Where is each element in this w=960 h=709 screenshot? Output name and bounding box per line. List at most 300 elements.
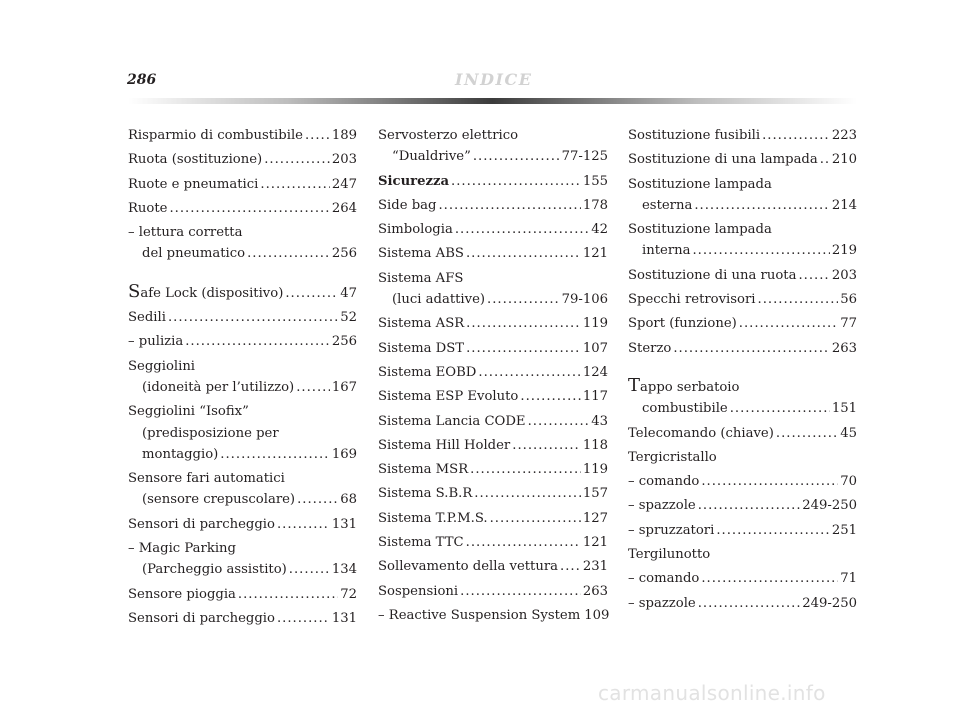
entry-label: – Magic Parking	[128, 541, 236, 557]
entry-label: – spazzole	[628, 498, 696, 514]
entry-text	[142, 243, 245, 264]
index-entry	[628, 265, 857, 286]
index-line	[378, 219, 608, 240]
index-line	[128, 584, 357, 605]
entry-text	[128, 514, 275, 535]
dot-leader	[466, 243, 581, 264]
entry-label: Simbologia	[378, 222, 453, 238]
entry-text	[142, 559, 287, 580]
page-reference: 231	[582, 559, 608, 575]
page-reference: 178	[582, 197, 608, 213]
entry-text	[392, 146, 471, 167]
entry-label: Specchi retrovisori	[628, 292, 756, 308]
index-line	[128, 198, 357, 219]
index-line	[128, 307, 357, 328]
entry-label: Sistema DST	[378, 340, 465, 356]
entry-label: Sicurezza	[378, 173, 450, 189]
index-line	[128, 444, 357, 465]
index-line	[128, 356, 357, 377]
entry-text	[378, 411, 526, 432]
dot-leader	[698, 495, 800, 516]
index-entry	[128, 514, 357, 535]
index-entry	[378, 556, 608, 577]
entry-label: Tergilunotto	[628, 547, 711, 563]
index-entry	[628, 338, 857, 359]
dot-leader	[474, 483, 581, 504]
index-line	[378, 268, 608, 289]
entry-text	[628, 495, 696, 516]
entry-label: Sistema Hill Holder	[378, 437, 511, 453]
entry-text	[642, 240, 690, 261]
entry-text	[378, 605, 580, 626]
page-reference: 77	[840, 316, 857, 332]
entry-text	[378, 508, 488, 529]
page-reference: 43	[591, 413, 608, 429]
entry-label: Sospensioni	[378, 583, 459, 599]
entry-label: Risparmio di combustibile	[128, 128, 303, 143]
index-line	[128, 125, 357, 146]
dot-leader	[260, 174, 329, 195]
entry-text	[628, 338, 671, 359]
entry-label: Sistema Lancia CODE	[378, 413, 526, 429]
index-entry	[628, 125, 857, 146]
dot-leader	[694, 195, 829, 216]
entry-label: del pneumatico	[142, 246, 246, 262]
page-reference: 151	[831, 401, 857, 417]
dot-leader	[277, 608, 330, 629]
index-entry	[628, 544, 857, 565]
entry-label: Sistema MSR	[378, 462, 469, 478]
entry-text	[378, 195, 436, 216]
dot-leader	[247, 243, 330, 264]
entry-text	[378, 435, 510, 456]
entry-label: Ruote	[128, 200, 168, 216]
entry-label: – comando	[628, 474, 700, 490]
entry-text	[378, 125, 518, 146]
entry-label: Sostituzione fusibili	[628, 128, 761, 143]
entry-text	[142, 489, 295, 510]
index-line	[378, 289, 608, 310]
page-reference: 68	[340, 492, 357, 508]
page-reference: 219	[831, 243, 857, 259]
entry-text	[128, 468, 285, 489]
dot-leader	[528, 411, 590, 432]
index-entry	[628, 289, 857, 310]
page-reference: 263	[582, 583, 608, 599]
index-line	[628, 495, 857, 516]
dot-leader	[758, 289, 839, 310]
index-entry	[128, 149, 357, 170]
page-reference: 131	[331, 516, 357, 532]
page-reference: 256	[331, 334, 357, 350]
entry-label: montaggio)	[142, 446, 219, 462]
index-entry	[128, 125, 357, 146]
entry-text	[378, 243, 464, 264]
entry-label: Sostituzione lampada	[628, 222, 772, 238]
index-line	[378, 243, 608, 264]
index-entry	[628, 219, 857, 262]
entry-label: Sterzo	[628, 340, 672, 356]
entry-label: Sistema ESP Evoluto	[378, 389, 519, 405]
index-entry	[378, 435, 608, 456]
entry-text	[628, 174, 772, 195]
page-title: INDICE	[455, 70, 533, 89]
index-line	[128, 281, 357, 304]
dot-leader	[305, 125, 330, 146]
entry-label: Sistema EOBD	[378, 364, 477, 380]
index-line	[378, 125, 608, 146]
dot-leader	[701, 568, 838, 589]
index-entry	[628, 568, 857, 589]
dot-leader	[692, 240, 829, 261]
index-entry	[378, 386, 608, 407]
dot-leader	[451, 171, 581, 192]
entry-text	[128, 356, 195, 377]
index-line	[628, 520, 857, 541]
entry-text	[378, 386, 518, 407]
page-number: 286	[127, 72, 157, 88]
index-line	[628, 423, 857, 444]
index-line	[628, 149, 857, 170]
index-line	[128, 243, 357, 264]
index-line	[378, 338, 608, 359]
index-entry	[378, 195, 608, 216]
index-entry	[378, 581, 608, 602]
entry-text	[392, 289, 485, 310]
entry-text	[628, 125, 760, 146]
entry-text	[628, 568, 699, 589]
index-entry	[128, 331, 357, 352]
page-reference: 203	[331, 152, 357, 168]
entry-label: – spazzole	[628, 595, 696, 611]
index-line	[128, 468, 357, 489]
page-reference: 169	[331, 446, 357, 462]
entry-label: “Dualdrive”	[392, 149, 471, 165]
index-entry	[378, 411, 608, 432]
entry-text	[628, 289, 756, 310]
entry-label: Sensori di parcheggio	[128, 516, 275, 532]
page-reference: 117	[582, 389, 608, 405]
index-entry	[378, 219, 608, 240]
index-line	[128, 608, 357, 629]
entry-text	[128, 281, 283, 304]
entry-label: Seggiolini	[128, 358, 196, 374]
entry-label: (sensore crepuscolare)	[142, 492, 296, 508]
index-entry	[128, 401, 357, 465]
index-line	[628, 593, 857, 614]
index-line	[128, 423, 357, 444]
index-line	[378, 195, 608, 216]
entry-text	[628, 520, 714, 541]
index-entry	[628, 447, 857, 468]
page-reference: 79-106	[561, 292, 608, 308]
index-entry	[628, 471, 857, 492]
index-line	[628, 375, 857, 398]
entry-text	[378, 313, 464, 334]
entry-label: combustibile	[642, 401, 728, 417]
page-reference: 189	[331, 128, 357, 143]
index-entry	[378, 362, 608, 383]
dot-leader	[460, 581, 581, 602]
index-column-3	[628, 125, 857, 617]
entry-text	[628, 219, 772, 240]
dot-leader	[264, 149, 330, 170]
entry-text	[378, 171, 449, 192]
page-reference: 155	[582, 173, 608, 189]
index-column-2	[378, 125, 608, 629]
index-line	[128, 174, 357, 195]
page-reference: 121	[582, 535, 608, 551]
index-line	[628, 174, 857, 195]
index-entry	[378, 532, 608, 553]
index-line	[128, 401, 357, 422]
dot-leader	[220, 444, 330, 465]
entry-label: Sistema ASR	[378, 316, 465, 332]
index-line	[628, 219, 857, 240]
entry-text	[128, 149, 262, 170]
page-reference: 107	[582, 340, 608, 356]
entry-label: Sollevamento della vettura	[378, 559, 559, 575]
index-entry	[628, 423, 857, 444]
entry-label: (luci adattive)	[392, 292, 486, 308]
index-line	[628, 313, 857, 334]
entry-label: Sport (funzione)	[628, 316, 737, 332]
page-reference: 72	[340, 586, 357, 602]
entry-text	[378, 483, 472, 504]
page-reference: 249-250	[802, 595, 857, 611]
index-entry	[128, 281, 357, 304]
entry-label: – lettura corretta	[128, 225, 243, 241]
page-reference: 223	[831, 128, 857, 143]
entry-text	[378, 459, 468, 480]
entry-label: Servosterzo elettrico	[378, 128, 519, 143]
dot-leader	[168, 307, 338, 328]
index-entry	[128, 356, 357, 399]
dot-leader	[169, 198, 329, 219]
entry-text	[128, 307, 166, 328]
entry-text	[628, 149, 818, 170]
entry-label: – spruzzatori	[628, 522, 715, 538]
page-reference: 214	[831, 197, 857, 213]
dot-leader	[798, 265, 829, 286]
index-line	[128, 222, 357, 243]
page-reference: 118	[582, 437, 608, 453]
watermark: carmanualsonline.info	[598, 681, 826, 705]
entry-text	[128, 222, 242, 243]
entry-text	[628, 313, 737, 334]
page-reference: 77-125	[561, 149, 608, 165]
entry-label: Sistema AFS	[378, 270, 464, 286]
page-reference: 131	[331, 610, 357, 626]
entry-text	[378, 532, 464, 553]
entry-label: Sostituzione di una ruota	[628, 267, 797, 283]
dot-leader	[820, 149, 830, 170]
entry-label: Sistema T.P.M.S.	[378, 510, 488, 526]
page-reference: 249-250	[802, 498, 857, 514]
entry-text	[378, 556, 558, 577]
page-reference: 247	[331, 176, 357, 192]
index-line	[378, 605, 608, 626]
entry-label: (Parcheggio assistito)	[142, 562, 287, 578]
entry-text	[128, 608, 275, 629]
index-line	[378, 532, 608, 553]
entry-text	[642, 195, 692, 216]
index-line	[378, 508, 608, 529]
dot-leader	[560, 556, 581, 577]
entry-label: Sistema ABS	[378, 246, 464, 262]
page-reference: 71	[840, 571, 857, 587]
entry-text	[128, 584, 236, 605]
dot-leader	[776, 423, 838, 444]
index-line	[378, 556, 608, 577]
entry-label: esterna	[642, 197, 693, 213]
entry-text	[628, 471, 699, 492]
page-reference: 264	[331, 200, 357, 216]
entry-text	[628, 447, 717, 468]
entry-label: Ruota (sostituzione)	[128, 152, 263, 168]
dot-leader	[487, 289, 560, 310]
header-rule	[128, 98, 857, 104]
dot-leader	[520, 386, 580, 407]
entry-label: (predisposizione per	[142, 425, 279, 441]
entry-label: Sostituzione di una lampada	[628, 152, 818, 168]
index-entry	[628, 520, 857, 541]
index-entry	[128, 198, 357, 219]
entry-text	[378, 581, 458, 602]
index-line	[378, 459, 608, 480]
index-entry	[628, 149, 857, 170]
dot-leader	[238, 584, 338, 605]
index-entry	[378, 171, 608, 192]
index-line	[628, 398, 857, 419]
index-line	[128, 489, 357, 510]
page-reference: 109	[584, 607, 610, 623]
dot-leader	[438, 195, 580, 216]
index-entry	[628, 495, 857, 516]
index-entry	[128, 468, 357, 511]
page-reference: 56	[840, 292, 857, 308]
entry-label: Side bag	[378, 197, 437, 213]
index-line	[378, 171, 608, 192]
index-line	[628, 265, 857, 286]
index-line	[378, 581, 608, 602]
index-entry	[128, 307, 357, 328]
index-line	[128, 377, 357, 398]
dot-leader	[185, 331, 330, 352]
dot-leader	[490, 508, 581, 529]
entry-text	[642, 398, 728, 419]
entry-label: Sensore pioggia	[128, 586, 236, 602]
index-entry	[378, 338, 608, 359]
page-reference: 119	[582, 462, 608, 478]
index-entry	[378, 243, 608, 264]
index-line	[378, 411, 608, 432]
entry-text	[128, 331, 183, 352]
entry-label: Sostituzione lampada	[628, 176, 772, 192]
section-initial: S	[128, 280, 141, 302]
index-line	[628, 125, 857, 146]
index-entry	[378, 268, 608, 311]
index-line	[128, 514, 357, 535]
index-line	[628, 289, 857, 310]
entry-text	[128, 538, 236, 559]
dot-leader	[512, 435, 581, 456]
index-entry	[128, 538, 357, 581]
index-entry	[378, 125, 608, 168]
dot-leader	[297, 489, 338, 510]
index-line	[628, 471, 857, 492]
dot-leader	[277, 514, 330, 535]
index-line	[628, 544, 857, 565]
page-reference: 70	[840, 474, 857, 490]
index-line	[378, 435, 608, 456]
index-line	[378, 313, 608, 334]
dot-leader	[473, 146, 560, 167]
page-reference: 256	[331, 246, 357, 262]
entry-text	[628, 593, 696, 614]
entry-label: Tergicristallo	[628, 449, 717, 465]
entry-text	[128, 401, 249, 422]
index-line	[378, 146, 608, 167]
page-reference: 203	[831, 267, 857, 283]
entry-label: Sedili	[128, 310, 166, 326]
dot-leader	[466, 313, 581, 334]
page-reference: 167	[331, 379, 357, 395]
index-entry	[378, 459, 608, 480]
entry-text	[628, 265, 796, 286]
entry-text	[128, 198, 167, 219]
page-reference: 134	[331, 562, 357, 578]
entry-text	[628, 423, 774, 444]
entry-label: – comando	[628, 571, 700, 587]
index-line	[378, 386, 608, 407]
entry-text	[142, 377, 294, 398]
page-reference: 157	[582, 486, 608, 502]
index-line	[378, 483, 608, 504]
entry-text	[378, 268, 463, 289]
entry-text	[142, 423, 279, 444]
page-reference: 210	[831, 152, 857, 168]
index-entry	[378, 508, 608, 529]
index-entry	[628, 313, 857, 334]
entry-label: Seggiolini “Isofix”	[128, 404, 249, 420]
entry-text	[378, 362, 476, 383]
page-reference: 52	[340, 310, 357, 326]
section-initial: T	[628, 374, 641, 396]
index-entry	[378, 605, 608, 626]
entry-text	[628, 544, 710, 565]
entry-label: – pulizia	[128, 334, 184, 350]
index-entry	[628, 375, 857, 420]
dot-leader	[285, 283, 338, 304]
dot-leader	[455, 219, 589, 240]
page-reference: 263	[831, 340, 857, 356]
dot-leader	[673, 338, 829, 359]
dot-leader	[470, 459, 581, 480]
index-line	[628, 195, 857, 216]
dot-leader	[739, 313, 838, 334]
dot-leader	[478, 362, 580, 383]
page-reference: 121	[582, 246, 608, 262]
index-column-1	[128, 125, 357, 632]
entry-text	[128, 174, 258, 195]
entry-label: – Reactive Suspension System	[378, 607, 581, 623]
entry-text	[378, 219, 453, 240]
entry-text	[378, 338, 464, 359]
index-line	[628, 338, 857, 359]
index-line	[128, 559, 357, 580]
page-reference: 127	[582, 510, 608, 526]
